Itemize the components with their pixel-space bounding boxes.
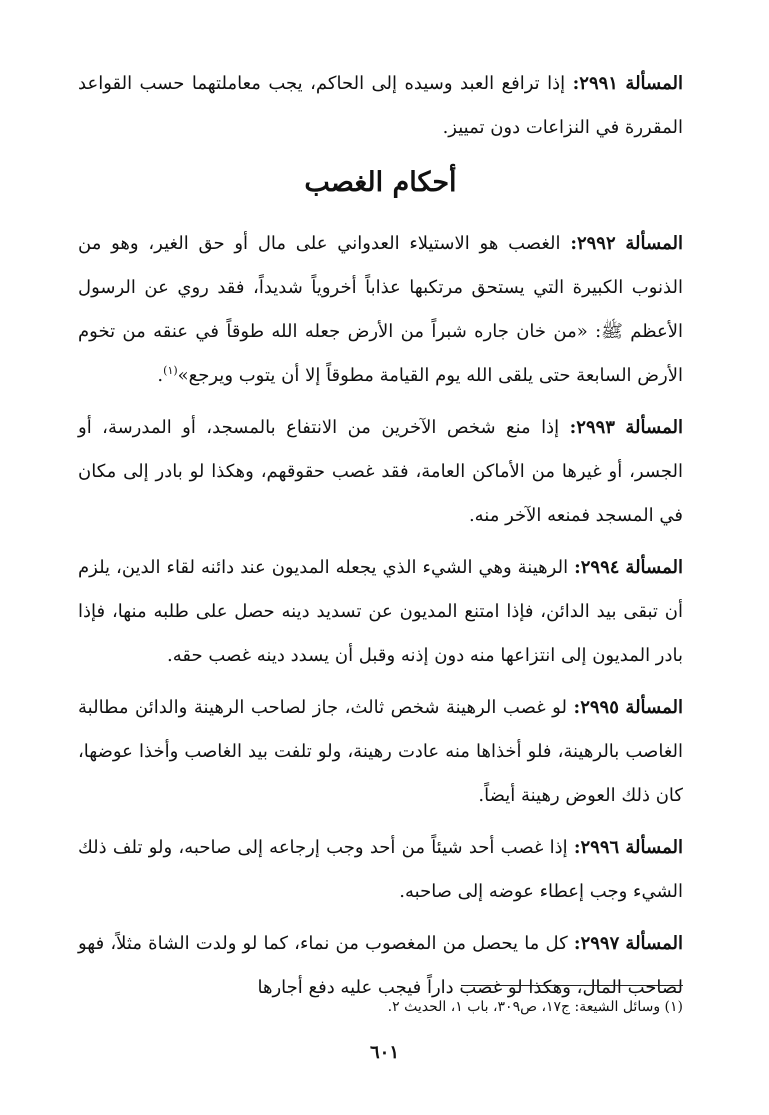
masala-tail: . bbox=[157, 365, 164, 386]
masala-number: ٢٩٩٣ bbox=[576, 417, 615, 438]
masala-text: كل ما يحصل من المغصوب من نماء، كما لو ولدت الشاة مثلاً، فهو لصاحب المال، وهكذا لو غصب داراً فيجب عليه دفع أجارها bbox=[78, 933, 683, 998]
masala-number: ٢٩٩٥ bbox=[580, 697, 619, 718]
footnote-marker: (١) bbox=[163, 364, 178, 377]
masala-label: المسألة bbox=[625, 557, 683, 578]
page-number: ٦٠١ bbox=[369, 1042, 399, 1063]
masala-text: إذا منع شخص الآخرين من الانتفاع بالمسجد، أو المدرسة، أو الجسر، أو غيرها من الأماكن العامة، فقد غصب حقوقهم، وهكذا لو بادر إلى مكان في المسجد فمنعه الآخر منه. bbox=[78, 417, 683, 526]
footnote: (١) وسائل الشيعة: ج١٧، ص٣٠٩، باب ١، الحديث ٢. bbox=[387, 999, 683, 1015]
masala-number: ٢٩٩٧ bbox=[580, 933, 620, 954]
section-heading: أحكام الغصب bbox=[304, 167, 457, 198]
masala-2993: المسألة ٢٩٩٣: إذا منع شخص الآخرين من الانتفاع بالمسجد، أو المدرسة، أو الجسر، أو غيرها من الأماكن العامة، فقد غصب حقوقهم، وهكذا لو بادر إلى مكان في المسجد فمنعه الآخر منه. bbox=[78, 417, 683, 526]
masala-text: لو غصب الرهينة شخص ثالث، جاز لصاحب الرهينة والدائن مطالبة الغاصب بالرهينة، فلو أخذاها منه عادت رهينة، ولو تلفت بيد الغاصب وأخذا عوضها، كان ذلك العوض رهينة أيضاً. bbox=[78, 697, 683, 806]
masala-label: المسألة bbox=[625, 933, 683, 954]
footnote-divider bbox=[461, 985, 683, 986]
masala-text: إذا ترافع العبد وسيده إلى الحاكم، يجب معاملتهما حسب القواعد المقررة في النزاعات دون تمييز. bbox=[78, 73, 683, 138]
masala-2995: المسألة ٢٩٩٥: لو غصب الرهينة شخص ثالث، جاز لصاحب الرهينة والدائن مطالبة الغاصب بالرهينة، فلو أخذاها منه عادت رهينة، ولو تلفت بيد الغاصب وأخذا عوضها، كان ذلك العوض رهينة أيضاً. bbox=[78, 697, 683, 806]
masala-2997: المسألة ٢٩٩٧: كل ما يحصل من المغصوب من نماء، كما لو ولدت الشاة مثلاً، فهو لصاحب المال، وهكذا لو غصب داراً فيجب عليه دفع أجارها bbox=[78, 933, 683, 998]
masala-label: المسألة bbox=[625, 697, 683, 718]
masala-label: المسألة bbox=[625, 73, 683, 94]
page-body bbox=[78, 62, 683, 1018]
masala-2994: المسألة ٢٩٩٤: الرهينة وهي الشيء الذي يجعله المديون عند دائنه لقاء الدين، يلزم أن تبقى بيد الدائن، فإذا امتنع المديون عن تسديد دينه حصل على طلبه منها، فإذا بادر المديون إلى انتزاعها منه دون إذنه وقبل أن يسدد دينه غصب حقه. bbox=[78, 557, 683, 666]
masala-text: الغصب هو الاستيلاء العدواني على مال أو حق الغير، وهو من الذنوب الكبيرة التي يستحق مرتكبها عذاباً أخروياً شديداً، فقد روي عن الرسول الأعظم ﷺ: «من خان جاره شبراً من الأرض جعله الله طوقاً في عنقه من تخوم الأرض السابعة حتى يلقى الله يوم القيامة مطوقاً إلا أن يتوب ويرجع» bbox=[78, 233, 683, 386]
masala-number: ٢٩٩١ bbox=[579, 73, 618, 94]
masala-label: المسألة bbox=[625, 417, 683, 438]
masala-text: إذا غصب أحد شيئاً من أحد وجب إرجاعه إلى صاحبه، ولو تلف ذلك الشيء وجب إعطاء عوضه إلى صاحبه. bbox=[78, 837, 683, 902]
masala-label: المسألة bbox=[625, 837, 683, 858]
masala-label: المسألة bbox=[625, 233, 683, 254]
masala-2991: المسألة ٢٩٩١: إذا ترافع العبد وسيده إلى الحاكم، يجب معاملتهما حسب القواعد المقررة في النزاعات دون تمييز. bbox=[78, 73, 683, 138]
masala-text: الرهينة وهي الشيء الذي يجعله المديون عند دائنه لقاء الدين، يلزم أن تبقى بيد الدائن، فإذا امتنع المديون عن تسديد دينه حصل على طلبه منها، فإذا بادر المديون إلى انتزاعها منه دون إذنه وقبل أن يسدد دينه غصب حقه. bbox=[78, 557, 683, 666]
masala-2996: المسألة ٢٩٩٦: إذا غصب أحد شيئاً من أحد وجب إرجاعه إلى صاحبه، ولو تلف ذلك الشيء وجب إعطاء عوضه إلى صاحبه. bbox=[78, 837, 683, 902]
masala-2992: المسألة ٢٩٩٢: الغصب هو الاستيلاء العدواني على مال أو حق الغير، وهو من الذنوب الكبيرة التي يستحق مرتكبها عذاباً أخروياً شديداً، فقد روي عن الرسول الأعظم ﷺ: «من خان جاره شبراً من الأرض جعله الله طوقاً في عنقه من تخوم الأرض السابعة حتى يلقى الله يوم القيامة مطوقاً إلا أن يتوب ويرجع»$^{(١)}$. bbox=[78, 233, 683, 386]
masala-number: ٢٩٩٢ bbox=[576, 233, 616, 254]
masala-number: ٢٩٩٤ bbox=[580, 557, 620, 578]
masala-number: ٢٩٩٦ bbox=[580, 837, 620, 858]
